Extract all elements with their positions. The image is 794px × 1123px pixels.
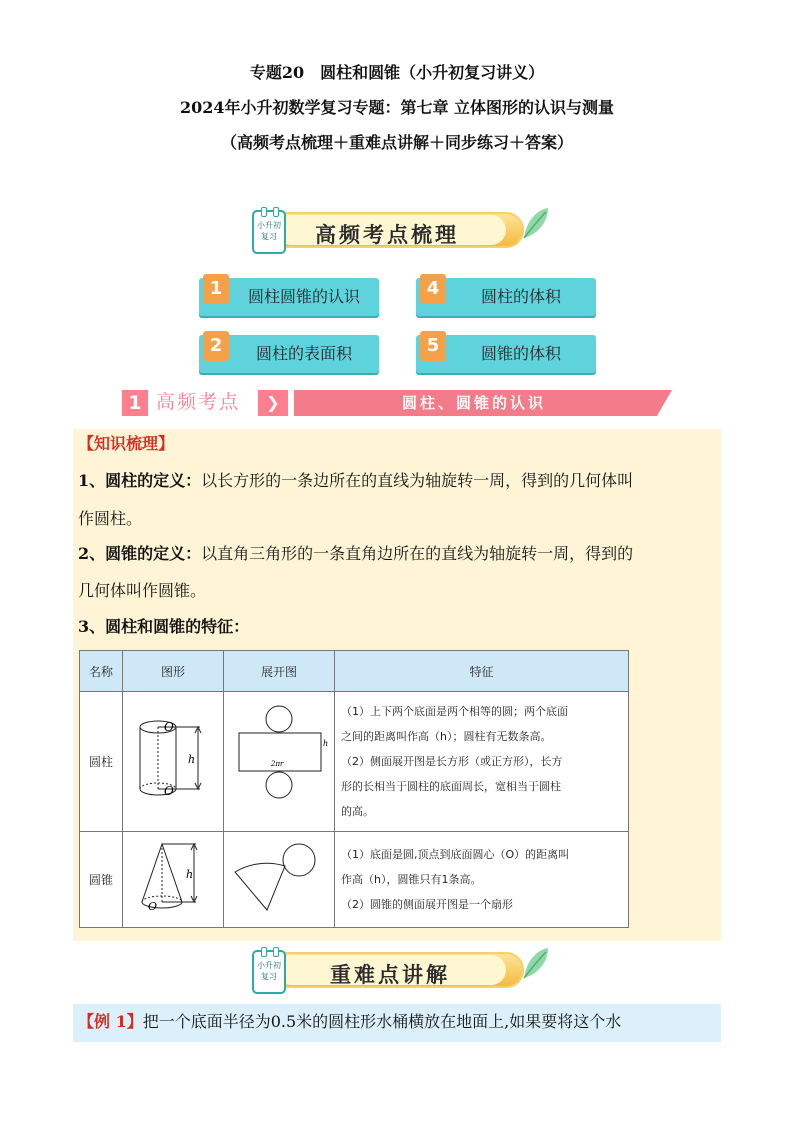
table-row	[80, 692, 629, 832]
cylinder-net-cell	[224, 692, 335, 832]
knowledge-item-1	[78, 465, 718, 496]
badge-text-1: 小升初	[257, 221, 281, 230]
feature-line: 的高。	[341, 805, 374, 818]
leaf-icon	[518, 204, 552, 244]
knowledge-item-2	[78, 538, 718, 569]
topic-label: 圆锥的体积	[480, 344, 561, 363]
doc-subtitle: 2024年小升初数学复习专题：第七章 立体图形的认识与测量	[179, 98, 615, 117]
badge-text-2: 复习	[261, 232, 277, 241]
label-o-top: O	[164, 720, 174, 734]
hf-topic: 圆柱、圆锥的认识	[401, 394, 546, 412]
item2-text-b: 几何体叫作圆锥。	[78, 581, 207, 600]
example-1	[78, 1004, 722, 1042]
topic-label: 圆柱的表面积	[255, 344, 352, 363]
label-net-h: h	[323, 739, 329, 748]
example-text: 把一个底面半径为0.5米的圆柱形水桶横放在地面上,如果要将这个水	[142, 1012, 622, 1031]
knowledge-heading: 【知识梳理】	[78, 434, 175, 453]
row-name: 圆柱	[80, 692, 123, 832]
label-cone-h: h	[186, 868, 194, 881]
label-o-bottom: O	[164, 784, 174, 798]
item1-text-b: 作圆柱。	[78, 509, 143, 528]
cylinder-net	[227, 700, 331, 820]
row-name: 圆锥	[80, 832, 123, 928]
label-2pir: 2πr	[271, 760, 284, 768]
cone-net-cell	[224, 832, 335, 928]
topic-tab-4[interactable]	[416, 278, 596, 316]
header-features: 特征	[335, 651, 629, 692]
header-name: 名称	[80, 651, 123, 692]
badge-icon	[252, 210, 286, 254]
label-h: h	[188, 753, 196, 766]
topic-number: 4	[420, 274, 446, 304]
feature-line: （2）侧面展开图是长方形（或正方形），长方	[341, 755, 563, 768]
feature-line: 之间的距离叫作高（h）；圆柱有无数条高。	[341, 730, 552, 743]
topic-label: 圆柱圆锥的认识	[247, 287, 360, 306]
topic-number: 2	[203, 331, 229, 361]
item3-title: 3、圆柱和圆锥的特征：	[78, 617, 250, 636]
cylinder-figure-cell	[123, 692, 224, 832]
topic-label: 圆柱的体积	[480, 287, 561, 306]
doc-subtitle-2: （高频考点梳理＋重难点讲解＋同步练习＋答案）	[220, 133, 573, 152]
feature-table	[79, 650, 629, 928]
label-o-cone: O	[148, 900, 158, 913]
badge-text-1: 小升初	[257, 961, 281, 970]
section-title: 高频考点梳理	[315, 223, 459, 247]
topic-number: 5	[420, 331, 446, 361]
feature-line: （2）圆锥的侧面展开图是一个扇形	[341, 898, 513, 911]
item1-text-a: 以长方形的一条边所在的直线为轴旋转一周，得到的几何体叫	[201, 471, 634, 490]
cylinder-features	[335, 692, 629, 832]
feature-line: （1）底面是圆,顶点到底面圆心（O）的距离叫	[341, 848, 570, 861]
topic-tab-5[interactable]	[416, 335, 596, 373]
topic-number: 1	[203, 274, 229, 304]
topic-tab-1[interactable]	[199, 278, 379, 316]
hf-number: 1	[122, 390, 148, 416]
cone-features	[335, 832, 629, 928]
header-shape: 图形	[123, 651, 224, 692]
leaf-icon	[518, 944, 552, 984]
badge-text-2: 复习	[261, 972, 277, 981]
badge-icon	[252, 950, 286, 994]
topic-tab-2[interactable]	[199, 335, 379, 373]
cylinder-figure	[128, 705, 218, 815]
header-net: 展开图	[224, 651, 335, 692]
table-row	[80, 832, 629, 928]
table-header-row	[80, 651, 629, 692]
doc-title: 专题20 圆柱和圆锥（小升初复习讲义）	[249, 63, 545, 82]
feature-line: （1）上下两个底面是两个相等的圆；两个底面	[341, 705, 568, 718]
hf-label: 高频考点	[156, 391, 241, 413]
cone-figure	[128, 836, 218, 920]
chevron-right-icon: ❯	[258, 390, 288, 416]
cone-net	[227, 836, 331, 920]
item2-title: 2、圆锥的定义：	[78, 544, 202, 563]
feature-line: 形的长相当于圆柱的底面周长，宽相当于圆柱	[341, 780, 561, 793]
cone-figure-cell	[123, 832, 224, 928]
feature-line: 作高（h），圆锥只有1条高。	[341, 873, 482, 886]
item2-text-a: 以直角三角形的一条直角边所在的直线为轴旋转一周，得到的	[201, 544, 634, 563]
item1-title: 1、圆柱的定义：	[78, 471, 202, 490]
example-tag: 【例 1】	[78, 1012, 143, 1031]
section-title: 重难点讲解	[330, 963, 450, 987]
